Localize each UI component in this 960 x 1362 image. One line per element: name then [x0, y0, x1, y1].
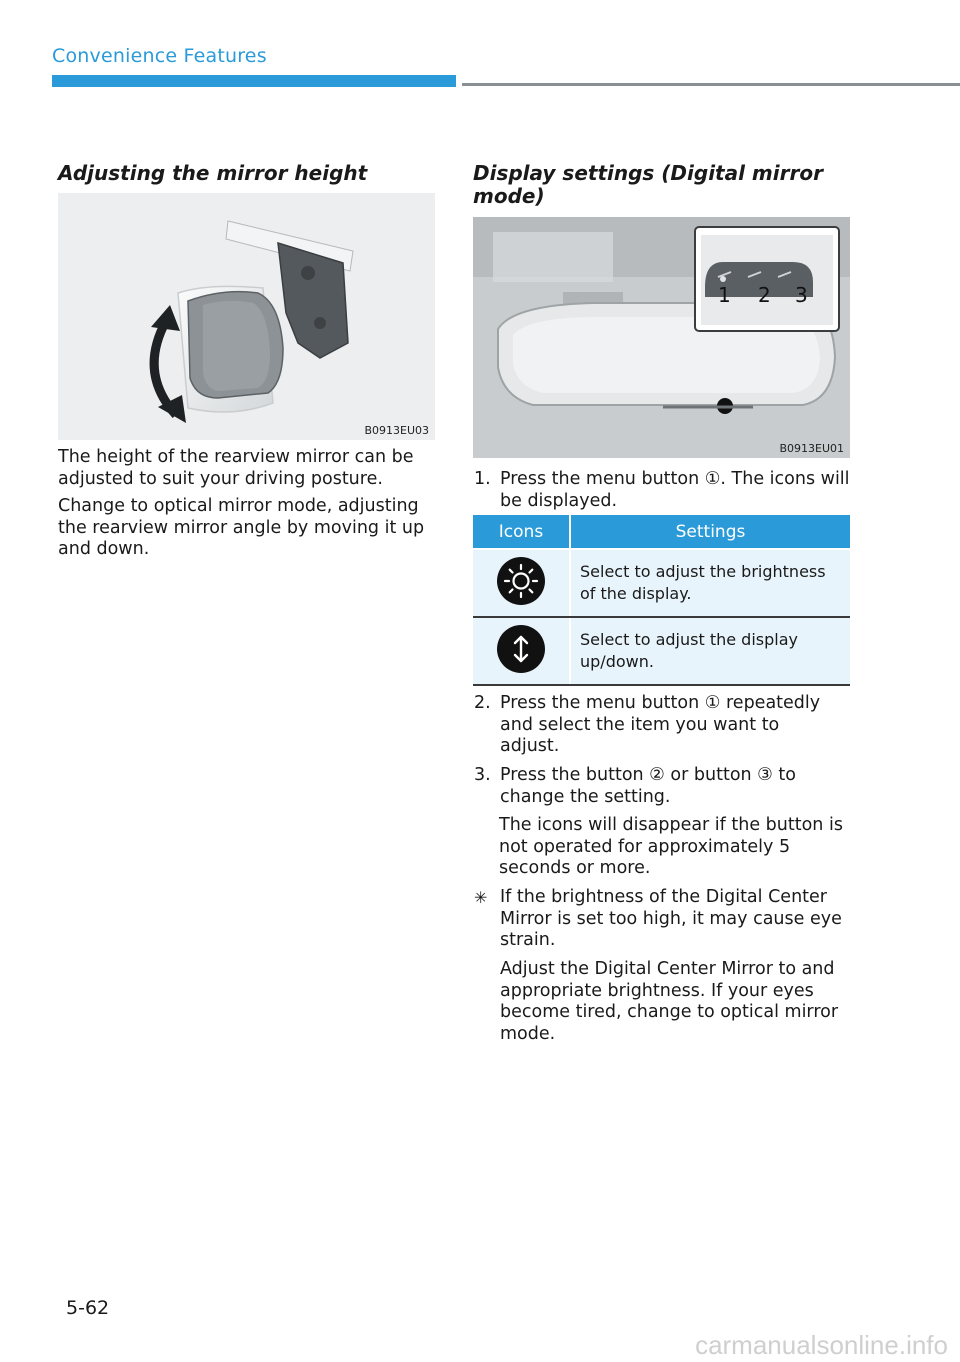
table-text-cell: Select to adjust the brightness of the display.: [570, 549, 850, 617]
table-header-icons: Icons: [473, 515, 570, 549]
step-text: Press the button ② or button ③ to change the setting.: [500, 765, 797, 807]
display-settings-illustration: [473, 217, 850, 458]
display-settings-heading: Display settings (Digital mirror mode): [473, 161, 823, 208]
table-icon-cell: [473, 617, 570, 685]
brightness-icon: [496, 556, 546, 606]
step-2: [474, 693, 850, 759]
table-row: [473, 549, 850, 617]
callout-3: 3: [795, 283, 808, 307]
caution-text-2: Adjust the Digital Center Mirror to and appropriate brightness. If your eyes become tired, change to optical mirror mode.: [500, 959, 839, 1044]
mirror-height-text: [58, 447, 438, 567]
step-text: Press the menu button ①. The icons will be displayed.: [500, 469, 850, 511]
display-settings-figure: [473, 217, 850, 458]
header-divider-line: [462, 83, 960, 86]
table-text-cell: Select to adjust the display up/down.: [570, 617, 850, 685]
callout-1: 1: [718, 283, 731, 307]
step-text: Press the menu button ① repeatedly and select the item you want to adjust.: [500, 693, 821, 756]
step-number: 1.: [474, 469, 491, 489]
caution-text: If the brightness of the Digital Center Mirror is set too high, it may cause eye strain.: [500, 887, 842, 950]
display-settings-figure-code: B0913EU01: [779, 442, 844, 455]
up-down-icon: [496, 624, 546, 674]
mirror-height-heading: Adjusting the mirror height: [58, 161, 368, 185]
step-1: [474, 469, 850, 513]
section-header-title: Convenience Features: [52, 45, 267, 67]
watermark: carmanualsonline.info: [695, 1330, 948, 1360]
header-accent-bar: [52, 75, 456, 87]
mirror-height-figure: [58, 193, 435, 440]
table-header-settings: Settings: [570, 515, 850, 549]
asterisk-icon: ✳: [474, 888, 488, 907]
mirror-height-illustration: [58, 193, 435, 440]
settings-table: [473, 515, 850, 686]
mirror-height-paragraph: The height of the rearview mirror can be adjusted to suit your driving posture.: [58, 447, 414, 489]
step-number: 2.: [474, 693, 491, 713]
caution-note: [474, 887, 850, 1047]
step-number: 3.: [474, 765, 491, 785]
step-3: [474, 765, 850, 809]
mirror-height-paragraph: Change to optical mirror mode, adjusting the rearview mirror angle by moving it up and down.: [58, 496, 425, 559]
mirror-height-figure-code: B0913EU03: [364, 424, 429, 437]
step-3-note: The icons will disappear if the button is not operated for approximately 5 seconds or more.: [499, 815, 843, 878]
callout-2: 2: [758, 283, 771, 307]
table-icon-cell: [473, 549, 570, 617]
page-number: 5-62: [66, 1297, 110, 1319]
table-row: [473, 617, 850, 685]
